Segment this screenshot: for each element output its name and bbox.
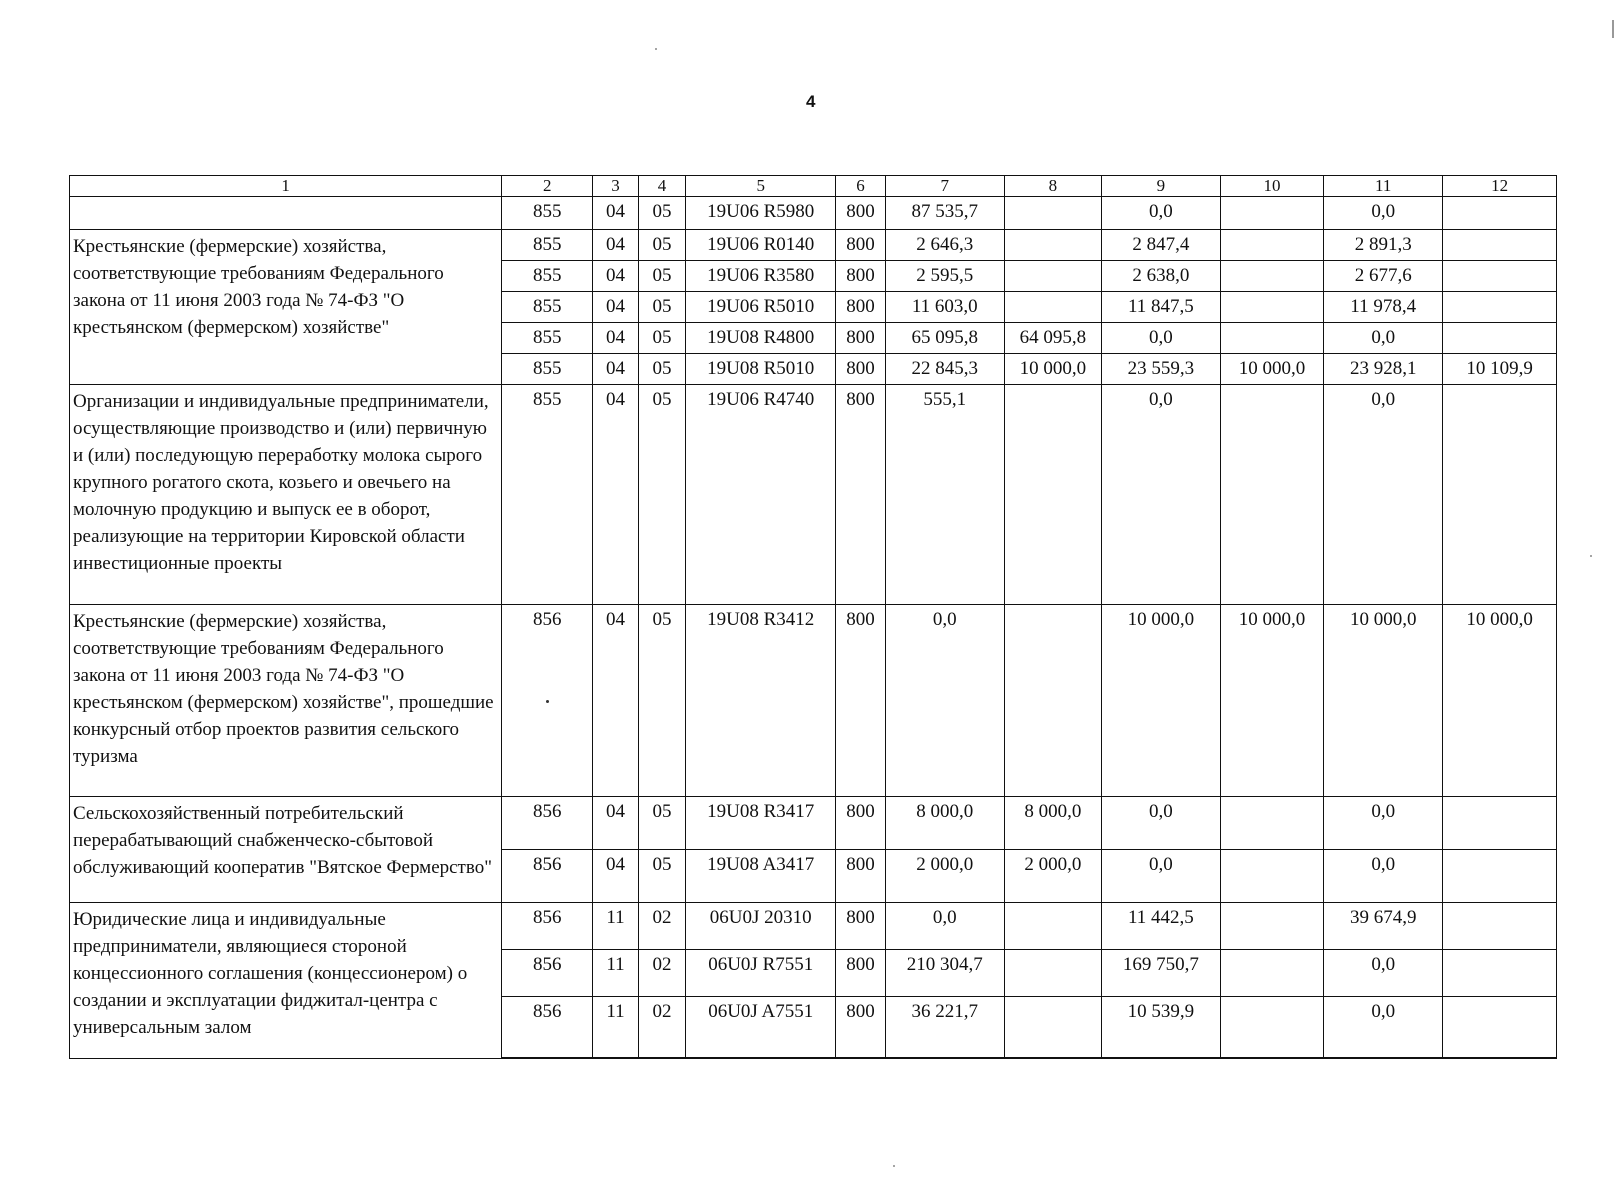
column-number: 2 [502, 176, 593, 197]
table-cell-col-3: 04 [593, 354, 638, 385]
table-cell-col-10 [1220, 292, 1323, 323]
table-cell-col-11: 0,0 [1324, 323, 1443, 354]
table-cell-col-3: 04 [593, 323, 638, 354]
scan-speck [546, 700, 549, 703]
table-cell-col-7: 210 304,7 [885, 950, 1004, 997]
scan-speck [893, 1165, 895, 1167]
table-cell-col-7: 2 595,5 [885, 261, 1004, 292]
table-cell-col-5: 06U0J 20310 [686, 903, 836, 950]
table-cell-col-12: 10 000,0 [1443, 605, 1557, 797]
table-cell-col-11: 2 677,6 [1324, 261, 1443, 292]
column-number: 7 [885, 176, 1004, 197]
table-cell-col-9: 11 847,5 [1101, 292, 1220, 323]
table-cell-col-7: 555,1 [885, 385, 1004, 605]
table-cell-col-6: 800 [836, 323, 886, 354]
table-cell-col-7: 0,0 [885, 605, 1004, 797]
table-cell-col-3: 04 [593, 797, 638, 850]
table-cell-col-6: 800 [836, 292, 886, 323]
table-cell-col-5: 19U06 R3580 [686, 261, 836, 292]
table-cell-col-5: 19U06 R5980 [686, 197, 836, 230]
table-cell-col-12 [1443, 797, 1557, 850]
table-cell-col-6: 800 [836, 850, 886, 903]
table-cell-col-2: 855 [502, 354, 593, 385]
budget-table [69, 175, 1557, 1059]
table-cell-col-7: 2 000,0 [885, 850, 1004, 903]
table-cell-col-7: 65 095,8 [885, 323, 1004, 354]
table-cell-col-6: 800 [836, 385, 886, 605]
table-cell-col-2: 856 [502, 605, 593, 797]
column-number: 12 [1443, 176, 1557, 197]
recipient-description: Сельскохозяйственный потребительский перерабатывающий снабженческо-сбытовой обслуживающий кооператив "Вятское Фермерство" [70, 797, 502, 903]
table-cell-col-3: 04 [593, 385, 638, 605]
table-row [70, 230, 1557, 261]
table-cell-col-4: 05 [638, 197, 686, 230]
table-cell-col-9: 0,0 [1101, 385, 1220, 605]
table-cell-col-11: 11 978,4 [1324, 292, 1443, 323]
table-cell-col-4: 05 [638, 850, 686, 903]
table-cell-col-8 [1004, 950, 1101, 997]
table-cell-col-2: 855 [502, 385, 593, 605]
table-cell-col-8 [1004, 997, 1101, 1059]
table-cell-col-4: 05 [638, 605, 686, 797]
table-cell-col-12 [1443, 997, 1557, 1059]
table-cell-col-4: 05 [638, 323, 686, 354]
table-cell-col-6: 800 [836, 997, 886, 1059]
table-cell-col-3: 04 [593, 292, 638, 323]
table-cell-col-10 [1220, 997, 1323, 1059]
table-cell-col-10 [1220, 903, 1323, 950]
table-cell-col-10 [1220, 261, 1323, 292]
table-cell-col-10 [1220, 230, 1323, 261]
table-cell-col-3: 04 [593, 261, 638, 292]
table-cell-col-12 [1443, 385, 1557, 605]
column-number: 5 [686, 176, 836, 197]
table-cell-col-3: 04 [593, 605, 638, 797]
table-cell-col-7: 8 000,0 [885, 797, 1004, 850]
column-number-row [70, 176, 1557, 197]
table-cell-col-12 [1443, 850, 1557, 903]
column-number: 6 [836, 176, 886, 197]
table-cell-col-9: 11 442,5 [1101, 903, 1220, 950]
table-cell-col-8: 8 000,0 [1004, 797, 1101, 850]
column-number: 8 [1004, 176, 1101, 197]
recipient-description: Крестьянские (фермерские) хозяйства, соответствующие требованиям Федерального закона от 11 июня 2003 года № 74-ФЗ "О крестьянском (фермерском) хозяйстве", прошедшие конкурсный отбор проектов развития сельского туризма [70, 605, 502, 797]
table-cell-col-3: 11 [593, 950, 638, 997]
table-cell-col-4: 02 [638, 903, 686, 950]
table-row [70, 797, 1557, 850]
column-number: 10 [1220, 176, 1323, 197]
table-cell-col-8: 64 095,8 [1004, 323, 1101, 354]
table-cell-col-4: 05 [638, 230, 686, 261]
table-cell-col-4: 05 [638, 354, 686, 385]
table-row [70, 197, 1557, 230]
table-cell-col-2: 855 [502, 230, 593, 261]
table-cell-col-11: 0,0 [1324, 997, 1443, 1059]
column-number: 11 [1324, 176, 1443, 197]
table-cell-col-11: 0,0 [1324, 950, 1443, 997]
recipient-description [70, 197, 502, 230]
table-cell-col-5: 06U0J A7551 [686, 997, 836, 1059]
table-cell-col-2: 855 [502, 197, 593, 230]
table-cell-col-8 [1004, 197, 1101, 230]
table-cell-col-5: 19U06 R0140 [686, 230, 836, 261]
scan-speck [655, 48, 657, 50]
table-cell-col-12 [1443, 323, 1557, 354]
table-cell-col-7: 2 646,3 [885, 230, 1004, 261]
table-cell-col-7: 0,0 [885, 903, 1004, 950]
table-cell-col-8 [1004, 605, 1101, 797]
table-cell-col-4: 02 [638, 950, 686, 997]
table-cell-col-11: 0,0 [1324, 850, 1443, 903]
table-cell-col-12 [1443, 261, 1557, 292]
table-cell-col-10 [1220, 197, 1323, 230]
table-cell-col-12 [1443, 292, 1557, 323]
table-cell-col-6: 800 [836, 950, 886, 997]
table-cell-col-6: 800 [836, 197, 886, 230]
table-cell-col-7: 36 221,7 [885, 997, 1004, 1059]
table-cell-col-9: 2 638,0 [1101, 261, 1220, 292]
column-number: 1 [70, 176, 502, 197]
table-cell-col-3: 04 [593, 850, 638, 903]
table-cell-col-8 [1004, 903, 1101, 950]
table-cell-col-6: 800 [836, 354, 886, 385]
table-cell-col-5: 19U08 A3417 [686, 850, 836, 903]
column-number: 9 [1101, 176, 1220, 197]
table-cell-col-6: 800 [836, 261, 886, 292]
table-cell-col-10 [1220, 850, 1323, 903]
table-cell-col-10: 10 000,0 [1220, 354, 1323, 385]
table-cell-col-5: 06U0J R7551 [686, 950, 836, 997]
table-cell-col-11: 39 674,9 [1324, 903, 1443, 950]
table-cell-col-5: 19U08 R3412 [686, 605, 836, 797]
table-cell-col-11: 2 891,3 [1324, 230, 1443, 261]
table-cell-col-2: 856 [502, 997, 593, 1059]
table-cell-col-10 [1220, 323, 1323, 354]
page-number: 4 [806, 92, 816, 111]
table-cell-col-5: 19U08 R4800 [686, 323, 836, 354]
table-cell-col-11: 10 000,0 [1324, 605, 1443, 797]
table-cell-col-9: 0,0 [1101, 797, 1220, 850]
table-cell-col-11: 23 928,1 [1324, 354, 1443, 385]
table-cell-col-11: 0,0 [1324, 385, 1443, 605]
table-cell-col-12 [1443, 950, 1557, 997]
table-cell-col-10 [1220, 385, 1323, 605]
table-cell-col-7: 11 603,0 [885, 292, 1004, 323]
table-cell-col-8 [1004, 261, 1101, 292]
table-cell-col-5: 19U06 R4740 [686, 385, 836, 605]
table-cell-col-2: 855 [502, 292, 593, 323]
recipient-description: Юридические лица и индивидуальные предприниматели, являющиеся стороной концессионного соглашения (концессионером) о создании и эксплуатации фиджитал-центра с универсальным залом [70, 903, 502, 1059]
table-cell-col-2: 856 [502, 850, 593, 903]
table-cell-col-3: 11 [593, 903, 638, 950]
table-row [70, 903, 1557, 950]
column-number: 4 [638, 176, 686, 197]
table-cell-col-7: 22 845,3 [885, 354, 1004, 385]
table-cell-col-9: 10 539,9 [1101, 997, 1220, 1059]
table-cell-col-4: 05 [638, 797, 686, 850]
table-cell-col-8 [1004, 292, 1101, 323]
table-cell-col-9: 0,0 [1101, 197, 1220, 230]
table-cell-col-2: 855 [502, 323, 593, 354]
table-cell-col-2: 856 [502, 950, 593, 997]
table-cell-col-11: 0,0 [1324, 797, 1443, 850]
table-cell-col-4: 05 [638, 292, 686, 323]
table-cell-col-10 [1220, 950, 1323, 997]
table-cell-col-10: 10 000,0 [1220, 605, 1323, 797]
scan-edge-mark [1612, 20, 1614, 38]
table-body [70, 176, 1557, 1059]
scan-speck [1590, 555, 1592, 557]
table-cell-col-7: 87 535,7 [885, 197, 1004, 230]
table-cell-col-9: 0,0 [1101, 323, 1220, 354]
table-cell-col-6: 800 [836, 903, 886, 950]
table-cell-col-10 [1220, 797, 1323, 850]
table-cell-col-12 [1443, 197, 1557, 230]
table-cell-col-3: 11 [593, 997, 638, 1059]
table-cell-col-8: 10 000,0 [1004, 354, 1101, 385]
table-cell-col-5: 19U08 R5010 [686, 354, 836, 385]
table-cell-col-4: 05 [638, 261, 686, 292]
table-cell-col-11: 0,0 [1324, 197, 1443, 230]
recipient-description: Организации и индивидуальные предприниматели, осуществляющие производство и (или) первичную и (или) последующую переработку молока сырого крупного рогатого скота, козьего и овечьего на молочную продукцию и выпуск ее в оборот, реализующие на территории Кировской области инвестиционные проекты [70, 385, 502, 605]
table-cell-col-2: 855 [502, 261, 593, 292]
table-cell-col-5: 19U06 R5010 [686, 292, 836, 323]
table-cell-col-6: 800 [836, 605, 886, 797]
table-cell-col-4: 02 [638, 997, 686, 1059]
table-cell-col-12 [1443, 903, 1557, 950]
table-cell-col-9: 0,0 [1101, 850, 1220, 903]
table-row [70, 385, 1557, 605]
column-number: 3 [593, 176, 638, 197]
table-cell-col-9: 23 559,3 [1101, 354, 1220, 385]
table-cell-col-2: 856 [502, 797, 593, 850]
table-cell-col-4: 05 [638, 385, 686, 605]
table-cell-col-12 [1443, 230, 1557, 261]
table-cell-col-2: 856 [502, 903, 593, 950]
table-cell-col-9: 169 750,7 [1101, 950, 1220, 997]
table-row [70, 605, 1557, 797]
recipient-description: Крестьянские (фермерские) хозяйства, соответствующие требованиям Федерального закона от 11 июня 2003 года № 74-ФЗ "О крестьянском (фермерском) хозяйстве" [70, 230, 502, 385]
table-cell-col-8 [1004, 230, 1101, 261]
table-cell-col-8: 2 000,0 [1004, 850, 1101, 903]
table-cell-col-3: 04 [593, 230, 638, 261]
table-cell-col-12: 10 109,9 [1443, 354, 1557, 385]
table-cell-col-5: 19U08 R3417 [686, 797, 836, 850]
table-cell-col-6: 800 [836, 797, 886, 850]
table-cell-col-6: 800 [836, 230, 886, 261]
table-cell-col-8 [1004, 385, 1101, 605]
table-cell-col-3: 04 [593, 197, 638, 230]
table-cell-col-9: 2 847,4 [1101, 230, 1220, 261]
table-cell-col-9: 10 000,0 [1101, 605, 1220, 797]
